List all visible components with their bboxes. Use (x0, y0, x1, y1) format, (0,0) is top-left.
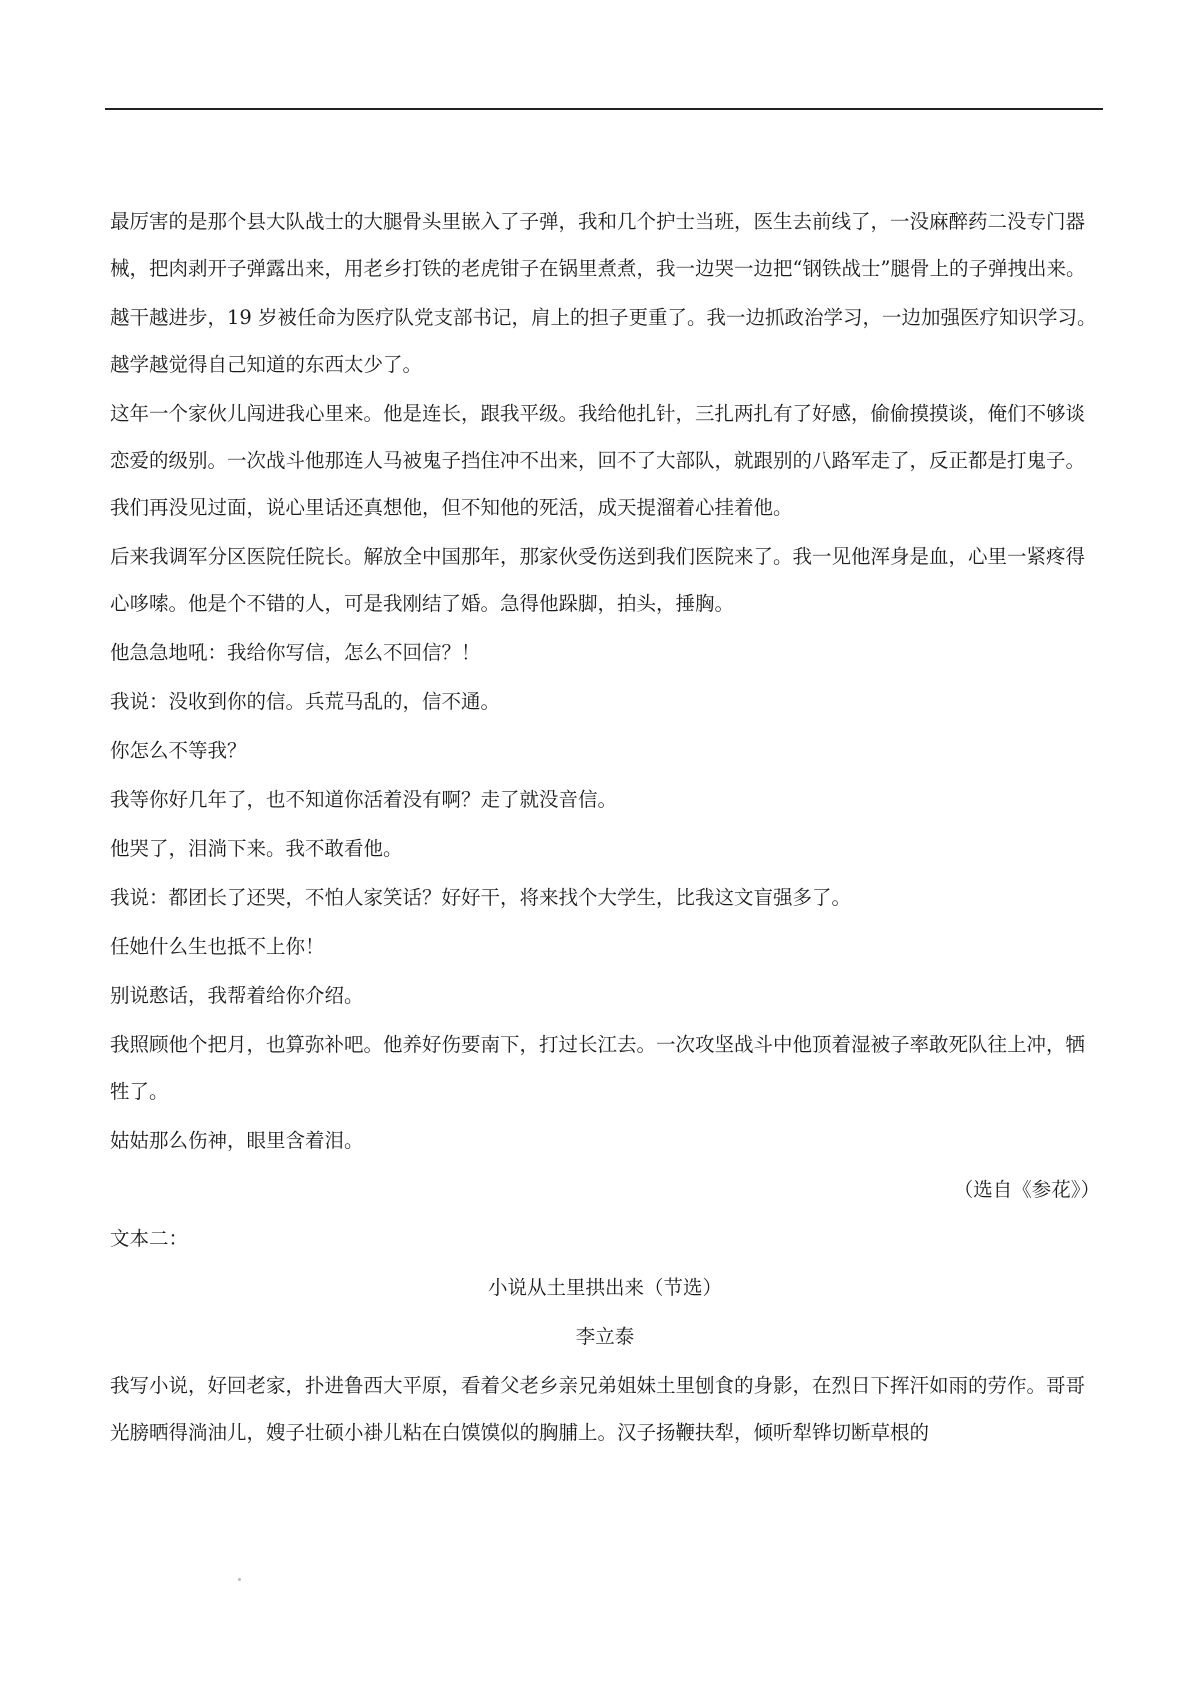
essay-title: 小说从土里拱出来（节选） (487, 1276, 722, 1299)
paragraph: 姑姑那么伤神，眼里含着泪。 (110, 1129, 364, 1152)
paragraph: 最厉害的是那个县大队战士的大腿骨头里嵌入了子弹，我和几个护士当班，医生去前线了，一没麻醉药二没专门器械，把肉剥开子弹露出来，用老乡打铁的老虎钳子在锅里煮煮，我一边哭一边把“钢铁战士”腿骨上的子弹拽出来。 (110, 210, 1086, 280)
paragraph: 后来我调军分区医院任院长。解放全中国那年，那家伙受伤送到我们医院来了。我一见他浑身是血，心里一紧疼得心哆嗦。他是个不错的人，可是我刚结了婚。急得他跺脚，拍头，捶胸。 (110, 545, 1086, 615)
paragraph: 他急急地吼：我给你写信，怎么不回信？！ (110, 641, 481, 664)
paragraph: 我写小说，好回老家，扑进鲁西大平原，看着父老乡亲兄弟姐妹土里刨食的身影，在烈日下挥汗如雨的劳作。哥哥光膀晒得淌油儿，嫂子壮硕小褂儿粘在白馍馍似的胸脯上。汉子扬鞭扶犁，倾听犁铧切断草根的 (110, 1374, 1086, 1444)
paragraph: 这年一个家伙儿闯进我心里来。他是连长，跟我平级。我给他扎针，三扎两扎有了好感，偷偷摸摸谈，俺们不够谈恋爱的级别。一次战斗他那连人马被鬼子挡住冲不出来，回不了大部队，就跟别的八路军走了，反正都是打鬼子。我们再没见过面，说心里话还真想他，但不知他的死活，成天提溜着心挂着他。 (110, 402, 1086, 519)
document-body (110, 198, 1100, 1458)
source-note: （选自《参花》） (953, 1178, 1100, 1201)
paragraph: 我等你好几年了，也不知道你活着没有啊？走了就没音信。 (110, 788, 618, 811)
paragraph: 他哭了，泪淌下来。我不敢看他。 (110, 837, 403, 860)
paragraph: 我说：没收到你的信。兵荒马乱的，信不通。 (110, 690, 501, 713)
paragraph: 越干越进步，19 岁被任命为医疗队党支部书记，肩上的担子更重了。我一边抓政治学习，一边加强医疗知识学习。越学越觉得自己知道的东西太少了。 (110, 306, 1097, 376)
paragraph: 别说憨话，我帮着给你介绍。 (110, 984, 364, 1007)
essay-author: 李立泰 (575, 1325, 635, 1348)
paragraph: 你怎么不等我？ (110, 739, 247, 762)
paragraph: 我照顾他个把月，也算弥补吧。他养好伤要南下，打过长江去。一次攻坚战斗中他顶着湿被子率敢死队往上冲，牺牲了。 (110, 1033, 1086, 1103)
header-rule (105, 108, 1103, 110)
paragraph: 我说：都团长了还哭，不怕人家笑话？好好干，将来找个大学生，比我这文盲强多了。 (110, 886, 852, 909)
paragraph: 任她什么生也抵不上你！ (110, 935, 325, 958)
scan-speck (238, 1578, 241, 1581)
section-label: 文本二： (110, 1227, 189, 1250)
